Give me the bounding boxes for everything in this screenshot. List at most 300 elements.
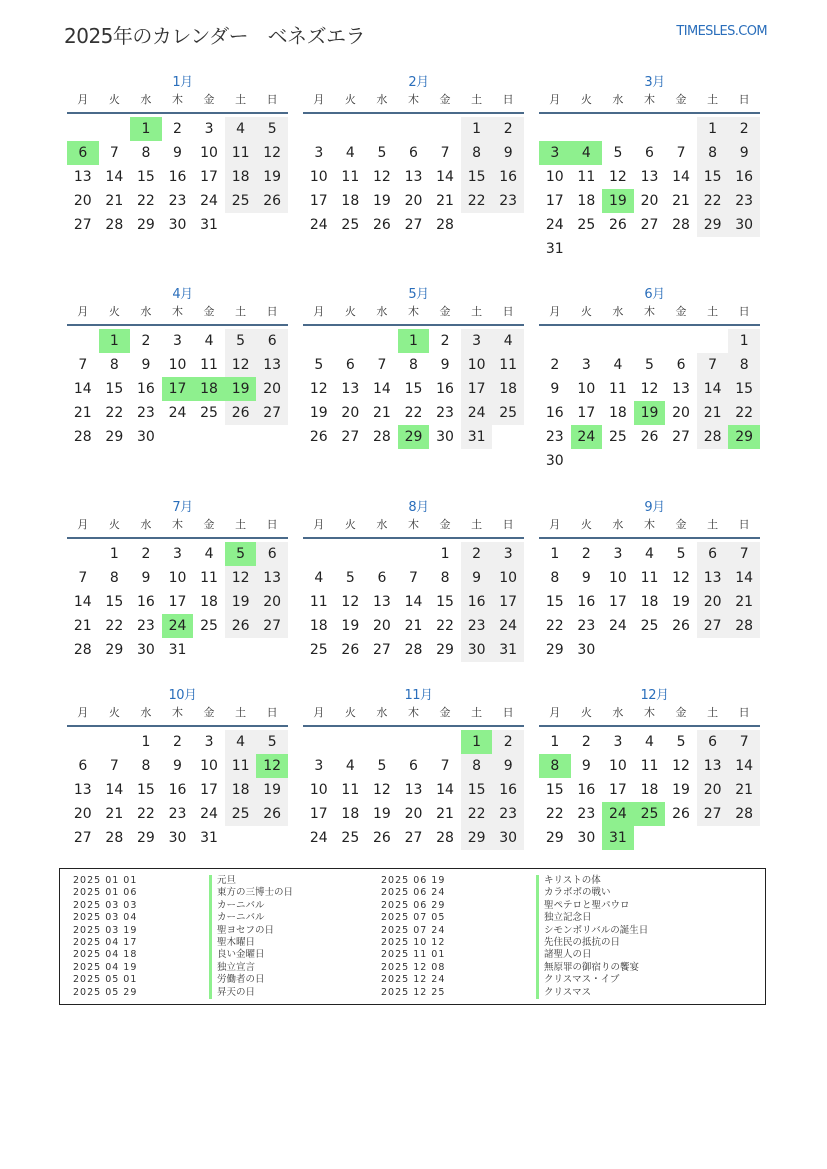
- day-cell[interactable]: 7: [377, 356, 387, 373]
- day-cell[interactable]: 28: [436, 216, 454, 233]
- day-cell[interactable]: 18: [200, 593, 218, 610]
- day-cell[interactable]: 5: [377, 757, 387, 774]
- day-cell[interactable]: 8: [550, 569, 560, 586]
- day-cell[interactable]: 17: [608, 781, 627, 798]
- day-cell[interactable]: 23: [545, 428, 564, 445]
- day-cell[interactable]: 13: [672, 380, 690, 397]
- day-cell[interactable]: 25: [200, 404, 218, 421]
- day-cell[interactable]: 21: [728, 778, 760, 802]
- day-cell[interactable]: 22: [697, 189, 729, 213]
- day-cell[interactable]: 31: [168, 641, 187, 658]
- day-cell[interactable]: 10: [309, 168, 328, 185]
- day-cell[interactable]: 10: [545, 168, 564, 185]
- day-cell[interactable]: 21: [436, 805, 454, 822]
- day-cell[interactable]: 25: [492, 401, 524, 425]
- day-cell[interactable]: 2: [173, 121, 182, 137]
- day-cell[interactable]: 23: [168, 805, 187, 822]
- day-cell[interactable]: 25: [225, 189, 257, 213]
- day-cell[interactable]: 20: [672, 404, 690, 421]
- day-cell-holiday[interactable]: 1: [461, 730, 493, 754]
- day-cell[interactable]: 27: [73, 216, 92, 233]
- day-cell-holiday[interactable]: 1: [130, 117, 162, 141]
- day-cell[interactable]: 20: [404, 192, 423, 209]
- day-cell[interactable]: 7: [697, 353, 729, 377]
- day-cell[interactable]: 23: [492, 189, 524, 213]
- day-cell[interactable]: 11: [309, 593, 328, 610]
- day-cell[interactable]: 21: [372, 404, 391, 421]
- day-cell[interactable]: 28: [404, 641, 423, 658]
- day-cell[interactable]: 9: [173, 757, 182, 774]
- day-cell[interactable]: 24: [168, 404, 187, 421]
- day-cell[interactable]: 11: [640, 757, 659, 774]
- day-cell[interactable]: 26: [256, 189, 288, 213]
- day-cell[interactable]: 24: [545, 216, 564, 233]
- day-cell[interactable]: 2: [173, 734, 182, 750]
- day-cell[interactable]: 3: [173, 546, 182, 562]
- day-cell[interactable]: 27: [697, 802, 729, 826]
- day-cell[interactable]: 2: [492, 730, 524, 754]
- day-cell[interactable]: 7: [728, 730, 760, 754]
- day-cell[interactable]: 19: [372, 192, 391, 209]
- day-cell[interactable]: 22: [404, 404, 423, 421]
- day-cell[interactable]: 30: [461, 638, 493, 662]
- day-cell[interactable]: 30: [492, 826, 524, 850]
- day-cell[interactable]: 1: [109, 546, 119, 562]
- day-cell[interactable]: 10: [461, 353, 493, 377]
- day-cell[interactable]: 12: [672, 569, 690, 586]
- day-cell[interactable]: 5: [314, 356, 324, 373]
- site-logo[interactable]: TIMESLES.COM: [676, 24, 767, 39]
- day-cell[interactable]: 22: [136, 192, 155, 209]
- day-cell[interactable]: 15: [728, 377, 760, 401]
- day-cell[interactable]: 17: [309, 192, 328, 209]
- day-cell[interactable]: 13: [73, 781, 92, 798]
- day-cell[interactable]: 27: [672, 428, 690, 445]
- day-cell[interactable]: 15: [136, 168, 155, 185]
- day-cell[interactable]: 13: [697, 754, 729, 778]
- day-cell[interactable]: 6: [645, 144, 654, 161]
- day-cell[interactable]: 3: [204, 121, 214, 137]
- day-cell[interactable]: 11: [200, 356, 218, 373]
- day-cell[interactable]: 11: [492, 353, 524, 377]
- day-cell[interactable]: 4: [492, 329, 524, 353]
- day-cell-holiday[interactable]: 12: [256, 754, 288, 778]
- day-cell[interactable]: 19: [225, 590, 257, 614]
- day-cell[interactable]: 15: [461, 778, 493, 802]
- day-cell-holiday[interactable]: 29: [728, 425, 760, 449]
- day-cell[interactable]: 12: [256, 141, 288, 165]
- day-cell[interactable]: 8: [440, 569, 450, 586]
- day-cell[interactable]: 18: [341, 192, 360, 209]
- day-cell[interactable]: 21: [73, 617, 92, 634]
- day-cell[interactable]: 30: [728, 213, 760, 237]
- day-cell[interactable]: 28: [728, 802, 760, 826]
- day-cell[interactable]: 26: [672, 805, 690, 822]
- day-cell[interactable]: 12: [640, 380, 659, 397]
- day-cell[interactable]: 27: [256, 614, 288, 638]
- day-cell-holiday[interactable]: 29: [398, 425, 430, 449]
- day-cell[interactable]: 25: [640, 617, 659, 634]
- day-cell[interactable]: 12: [341, 593, 360, 610]
- day-cell[interactable]: 17: [168, 593, 187, 610]
- day-cell[interactable]: 2: [141, 546, 151, 562]
- day-cell[interactable]: 13: [73, 168, 92, 185]
- day-cell[interactable]: 3: [173, 333, 182, 349]
- day-cell[interactable]: 21: [728, 590, 760, 614]
- day-cell[interactable]: 23: [728, 189, 760, 213]
- day-cell[interactable]: 22: [728, 401, 760, 425]
- day-cell[interactable]: 10: [608, 569, 627, 586]
- day-cell[interactable]: 6: [256, 542, 288, 566]
- day-cell[interactable]: 3: [581, 356, 591, 373]
- day-cell[interactable]: 26: [341, 641, 360, 658]
- day-cell[interactable]: 25: [608, 428, 627, 445]
- day-cell[interactable]: 11: [225, 754, 257, 778]
- day-cell[interactable]: 26: [372, 829, 391, 846]
- day-cell[interactable]: 19: [256, 165, 288, 189]
- day-cell[interactable]: 12: [608, 168, 627, 185]
- day-cell[interactable]: 16: [136, 380, 155, 397]
- day-cell[interactable]: 3: [314, 757, 324, 774]
- day-cell[interactable]: 29: [136, 216, 155, 233]
- day-cell[interactable]: 4: [225, 730, 257, 754]
- day-cell[interactable]: 16: [436, 380, 454, 397]
- day-cell[interactable]: 10: [200, 757, 218, 774]
- day-cell-holiday[interactable]: 3: [539, 141, 571, 165]
- day-cell-holiday[interactable]: 24: [602, 802, 634, 826]
- day-cell[interactable]: 18: [341, 805, 360, 822]
- day-cell[interactable]: 7: [728, 542, 760, 566]
- day-cell[interactable]: 19: [309, 404, 328, 421]
- day-cell-holiday[interactable]: 19: [634, 401, 666, 425]
- day-cell[interactable]: 1: [141, 734, 151, 750]
- day-cell[interactable]: 10: [492, 566, 524, 590]
- day-cell[interactable]: 14: [436, 168, 454, 185]
- day-cell[interactable]: 30: [577, 641, 596, 658]
- day-cell[interactable]: 1: [697, 117, 729, 141]
- day-cell[interactable]: 10: [168, 569, 187, 586]
- day-cell[interactable]: 13: [256, 566, 288, 590]
- day-cell[interactable]: 13: [404, 168, 423, 185]
- day-cell[interactable]: 6: [256, 329, 288, 353]
- day-cell[interactable]: 30: [136, 641, 155, 658]
- day-cell[interactable]: 5: [613, 144, 623, 161]
- day-cell[interactable]: 7: [440, 757, 450, 774]
- day-cell[interactable]: 6: [697, 730, 729, 754]
- day-cell[interactable]: 14: [105, 781, 124, 798]
- day-cell[interactable]: 17: [577, 404, 596, 421]
- day-cell[interactable]: 24: [608, 617, 627, 634]
- day-cell[interactable]: 8: [461, 754, 493, 778]
- day-cell[interactable]: 26: [309, 428, 328, 445]
- day-cell[interactable]: 12: [225, 566, 257, 590]
- day-cell[interactable]: 2: [550, 356, 560, 373]
- day-cell[interactable]: 14: [73, 593, 92, 610]
- day-cell[interactable]: 26: [372, 216, 391, 233]
- day-cell[interactable]: 25: [309, 641, 328, 658]
- day-cell[interactable]: 12: [225, 353, 257, 377]
- day-cell[interactable]: 16: [577, 781, 596, 798]
- day-cell[interactable]: 1: [440, 546, 450, 562]
- day-cell-holiday[interactable]: 24: [571, 425, 603, 449]
- day-cell[interactable]: 13: [256, 353, 288, 377]
- day-cell[interactable]: 12: [309, 380, 328, 397]
- day-cell[interactable]: 4: [204, 333, 214, 349]
- day-cell[interactable]: 4: [645, 546, 654, 562]
- day-cell[interactable]: 19: [341, 617, 360, 634]
- day-cell[interactable]: 26: [256, 802, 288, 826]
- day-cell[interactable]: 24: [461, 401, 493, 425]
- day-cell[interactable]: 5: [676, 734, 686, 750]
- day-cell[interactable]: 20: [256, 377, 288, 401]
- day-cell[interactable]: 4: [345, 757, 355, 774]
- day-cell[interactable]: 6: [377, 569, 387, 586]
- day-cell[interactable]: 25: [200, 617, 218, 634]
- day-cell[interactable]: 29: [545, 829, 564, 846]
- day-cell[interactable]: 9: [492, 754, 524, 778]
- day-cell[interactable]: 23: [436, 404, 454, 421]
- day-cell-holiday[interactable]: 1: [99, 329, 131, 353]
- day-cell[interactable]: 19: [372, 805, 391, 822]
- day-cell[interactable]: 11: [225, 141, 257, 165]
- day-cell-holiday[interactable]: 24: [162, 614, 194, 638]
- day-cell[interactable]: 12: [672, 757, 690, 774]
- day-cell[interactable]: 9: [440, 356, 450, 373]
- day-cell[interactable]: 1: [550, 734, 560, 750]
- day-cell[interactable]: 17: [200, 168, 218, 185]
- day-cell[interactable]: 10: [200, 144, 218, 161]
- day-cell[interactable]: 17: [461, 377, 493, 401]
- day-cell[interactable]: 3: [613, 546, 623, 562]
- day-cell[interactable]: 3: [461, 329, 493, 353]
- day-cell[interactable]: 24: [200, 805, 218, 822]
- day-cell[interactable]: 20: [256, 590, 288, 614]
- day-cell[interactable]: 4: [345, 144, 355, 161]
- day-cell[interactable]: 13: [404, 781, 423, 798]
- day-cell[interactable]: 20: [640, 192, 659, 209]
- day-cell[interactable]: 14: [728, 754, 760, 778]
- day-cell[interactable]: 5: [225, 329, 257, 353]
- day-cell[interactable]: 1: [550, 546, 560, 562]
- day-cell-holiday[interactable]: 1: [398, 329, 430, 353]
- day-cell[interactable]: 31: [545, 240, 564, 257]
- day-cell[interactable]: 12: [372, 168, 391, 185]
- day-cell[interactable]: 16: [136, 593, 155, 610]
- day-cell[interactable]: 29: [105, 428, 124, 445]
- day-cell[interactable]: 8: [141, 144, 151, 161]
- day-cell[interactable]: 24: [309, 216, 328, 233]
- day-cell[interactable]: 2: [461, 542, 493, 566]
- day-cell[interactable]: 18: [225, 778, 257, 802]
- day-cell[interactable]: 31: [492, 638, 524, 662]
- day-cell[interactable]: 20: [697, 778, 729, 802]
- day-cell[interactable]: 7: [109, 757, 119, 774]
- day-cell[interactable]: 21: [105, 805, 124, 822]
- day-cell[interactable]: 16: [492, 778, 524, 802]
- day-cell[interactable]: 20: [73, 192, 92, 209]
- day-cell[interactable]: 15: [545, 593, 564, 610]
- day-cell[interactable]: 20: [341, 404, 360, 421]
- day-cell[interactable]: 28: [697, 425, 729, 449]
- day-cell[interactable]: 8: [141, 757, 151, 774]
- day-cell[interactable]: 5: [256, 730, 288, 754]
- day-cell-holiday[interactable]: 4: [571, 141, 603, 165]
- day-cell[interactable]: 20: [697, 590, 729, 614]
- day-cell[interactable]: 3: [613, 734, 623, 750]
- day-cell[interactable]: 24: [200, 192, 218, 209]
- day-cell[interactable]: 11: [608, 380, 627, 397]
- day-cell[interactable]: 6: [78, 757, 88, 774]
- day-cell[interactable]: 28: [372, 428, 391, 445]
- day-cell[interactable]: 23: [136, 617, 155, 634]
- day-cell[interactable]: 9: [173, 144, 182, 161]
- day-cell[interactable]: 14: [436, 781, 454, 798]
- day-cell-holiday[interactable]: 19: [225, 377, 257, 401]
- day-cell[interactable]: 21: [105, 192, 124, 209]
- day-cell[interactable]: 14: [672, 168, 690, 185]
- day-cell[interactable]: 29: [545, 641, 564, 658]
- day-cell[interactable]: 6: [409, 757, 418, 774]
- day-cell[interactable]: 26: [640, 428, 659, 445]
- day-cell[interactable]: 11: [640, 569, 659, 586]
- day-cell[interactable]: 20: [73, 805, 92, 822]
- day-cell-holiday[interactable]: 8: [539, 754, 571, 778]
- day-cell[interactable]: 17: [309, 805, 328, 822]
- day-cell[interactable]: 14: [404, 593, 423, 610]
- day-cell[interactable]: 18: [309, 617, 328, 634]
- day-cell[interactable]: 8: [461, 141, 493, 165]
- day-cell[interactable]: 29: [697, 213, 729, 237]
- day-cell[interactable]: 14: [105, 168, 124, 185]
- day-cell[interactable]: 13: [372, 593, 391, 610]
- day-cell[interactable]: 5: [377, 144, 387, 161]
- day-cell[interactable]: 5: [676, 546, 686, 562]
- day-cell[interactable]: 6: [409, 144, 418, 161]
- day-cell[interactable]: 17: [200, 781, 218, 798]
- day-cell[interactable]: 3: [492, 542, 524, 566]
- day-cell[interactable]: 29: [105, 641, 124, 658]
- day-cell[interactable]: 26: [225, 614, 257, 638]
- day-cell[interactable]: 18: [640, 593, 659, 610]
- day-cell[interactable]: 15: [105, 380, 124, 397]
- day-cell-holiday[interactable]: 31: [602, 826, 634, 850]
- day-cell[interactable]: 4: [613, 356, 623, 373]
- day-cell-holiday[interactable]: 6: [67, 141, 99, 165]
- day-cell[interactable]: 9: [141, 569, 151, 586]
- day-cell[interactable]: 22: [545, 805, 564, 822]
- day-cell[interactable]: 9: [492, 141, 524, 165]
- day-cell[interactable]: 15: [697, 165, 729, 189]
- day-cell[interactable]: 31: [200, 829, 218, 846]
- day-cell[interactable]: 22: [461, 189, 493, 213]
- day-cell[interactable]: 25: [577, 216, 596, 233]
- day-cell[interactable]: 16: [728, 165, 760, 189]
- day-cell[interactable]: 12: [372, 781, 391, 798]
- day-cell[interactable]: 16: [545, 404, 564, 421]
- day-cell[interactable]: 29: [136, 829, 155, 846]
- day-cell[interactable]: 1: [461, 117, 493, 141]
- day-cell[interactable]: 31: [461, 425, 493, 449]
- day-cell[interactable]: 13: [697, 566, 729, 590]
- day-cell[interactable]: 6: [676, 356, 686, 373]
- day-cell[interactable]: 7: [440, 144, 450, 161]
- day-cell[interactable]: 14: [728, 566, 760, 590]
- day-cell[interactable]: 22: [105, 404, 124, 421]
- day-cell[interactable]: 5: [256, 117, 288, 141]
- day-cell[interactable]: 27: [73, 829, 92, 846]
- day-cell[interactable]: 2: [141, 333, 151, 349]
- day-cell[interactable]: 25: [341, 216, 360, 233]
- day-cell[interactable]: 18: [608, 404, 627, 421]
- day-cell[interactable]: 2: [581, 546, 591, 562]
- day-cell[interactable]: 9: [461, 566, 493, 590]
- day-cell[interactable]: 8: [728, 353, 760, 377]
- day-cell[interactable]: 23: [577, 805, 596, 822]
- day-cell[interactable]: 5: [345, 569, 355, 586]
- day-cell[interactable]: 14: [372, 380, 391, 397]
- day-cell[interactable]: 22: [436, 617, 454, 634]
- day-cell[interactable]: 9: [550, 380, 560, 397]
- day-cell[interactable]: 11: [341, 168, 360, 185]
- day-cell[interactable]: 18: [225, 165, 257, 189]
- day-cell-holiday[interactable]: 18: [193, 377, 225, 401]
- day-cell[interactable]: 28: [73, 428, 92, 445]
- day-cell[interactable]: 22: [105, 617, 124, 634]
- day-cell[interactable]: 28: [728, 614, 760, 638]
- day-cell[interactable]: 8: [409, 356, 418, 373]
- day-cell[interactable]: 16: [168, 781, 187, 798]
- day-cell[interactable]: 23: [577, 617, 596, 634]
- day-cell[interactable]: 3: [204, 734, 214, 750]
- day-cell[interactable]: 22: [545, 617, 564, 634]
- day-cell[interactable]: 22: [136, 805, 155, 822]
- day-cell[interactable]: 17: [545, 192, 564, 209]
- day-cell[interactable]: 10: [309, 781, 328, 798]
- day-cell[interactable]: 11: [577, 168, 596, 185]
- day-cell-holiday[interactable]: 17: [162, 377, 194, 401]
- day-cell[interactable]: 10: [608, 757, 627, 774]
- day-cell[interactable]: 8: [697, 141, 729, 165]
- day-cell[interactable]: 18: [492, 377, 524, 401]
- day-cell[interactable]: 5: [645, 356, 654, 373]
- day-cell[interactable]: 7: [409, 569, 418, 586]
- day-cell[interactable]: 7: [78, 356, 88, 373]
- day-cell[interactable]: 6: [697, 542, 729, 566]
- day-cell[interactable]: 30: [545, 452, 564, 469]
- day-cell[interactable]: 10: [168, 356, 187, 373]
- day-cell[interactable]: 15: [105, 593, 124, 610]
- day-cell[interactable]: 16: [461, 590, 493, 614]
- day-cell[interactable]: 4: [204, 546, 214, 562]
- day-cell[interactable]: 3: [314, 144, 324, 161]
- day-cell[interactable]: 20: [404, 805, 423, 822]
- day-cell[interactable]: 18: [640, 781, 659, 798]
- day-cell[interactable]: 23: [136, 404, 155, 421]
- day-cell[interactable]: 7: [78, 569, 88, 586]
- day-cell[interactable]: 15: [404, 380, 423, 397]
- day-cell[interactable]: 27: [404, 216, 423, 233]
- day-cell[interactable]: 27: [341, 428, 360, 445]
- day-cell[interactable]: 14: [697, 377, 729, 401]
- day-cell[interactable]: 29: [461, 826, 493, 850]
- day-cell[interactable]: 10: [577, 380, 596, 397]
- day-cell[interactable]: 23: [168, 192, 187, 209]
- day-cell[interactable]: 9: [141, 356, 151, 373]
- day-cell[interactable]: 30: [577, 829, 596, 846]
- day-cell[interactable]: 17: [608, 593, 627, 610]
- day-cell[interactable]: 19: [672, 593, 690, 610]
- day-cell[interactable]: 21: [697, 401, 729, 425]
